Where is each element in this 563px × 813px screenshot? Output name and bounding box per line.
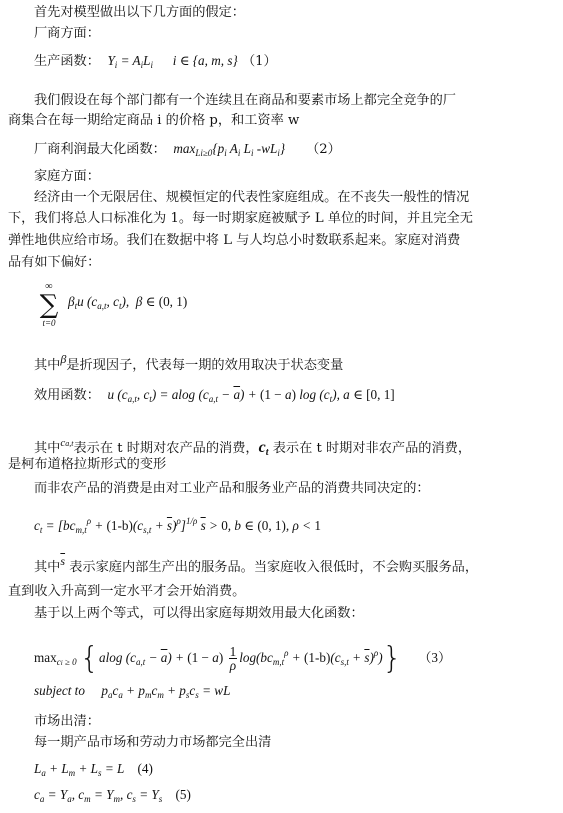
assumption-line-2: 商集合在每一期给定商品 i 的价格 p，和工资率 w bbox=[8, 113, 300, 128]
household-line-4: 品有如下偏好： bbox=[8, 255, 101, 270]
utility-function: 效用函数： u ($c_{a,t}$, $c_t) = alog$ $(c_{a,t} - \overline{a}) + (1 - a)$ $\log (c_t)$, a ∈ [0, 1] bbox=[34, 387, 395, 404]
consumption-description: 其中$^{ca,t}$表示在 t 时期对农产品的消费，$c_t$ 表示在 t 时期对非农产品的消费， bbox=[34, 437, 472, 458]
household-line-3: 弹性地供应给市场。我们在数据中将 L 与人均总小时数联系起来。家庭对消费 bbox=[8, 233, 461, 248]
sbar-description: 其中$\overline{s}$ 表示家庭内部生产出的服务品。当家庭收入很低时，不会购买服务品， bbox=[34, 554, 479, 575]
goods-market-equation: $c_a = Y_a$, $c_m = Y_m$, $c_s = Y_s$ (5) bbox=[34, 787, 191, 804]
preference-equation: $\beta_tu$ ($c_{a,t}$, $c_t$), β ∈ (0, 1) bbox=[68, 294, 188, 311]
household-line-2: 下，我们将总人口标准化为 1。每一时期家庭被赋予 L 单位的时间，并且完全无 bbox=[8, 211, 473, 226]
summation-symbol: ∞ ∑ t=0 bbox=[39, 281, 59, 328]
nonagri-consumption-text: 而非农产品的消费是由对工业产品和服务业产品的消费共同决定的： bbox=[34, 481, 430, 496]
profit-maximization: 厂商利润最大化函数： $\max_{Li\ge 0}\{p_i$ $A_i$ $L_i$ $-wL_i$} （2） bbox=[34, 141, 341, 158]
labor-market-equation: $L_a + L_m + L_s = L$ (4) bbox=[34, 761, 153, 778]
cobb-douglas-note: 是柯布道格拉斯形式的变形 bbox=[8, 457, 167, 472]
beta-description: 其中β是折现因子，代表每一期的效用取决于状态变量 bbox=[34, 352, 344, 373]
sbar-description-2: 直到收入升高到一定水平才会开始消费。 bbox=[8, 584, 246, 599]
household-max-equation: $\max_{ci \ge 0} \{alog$ $(c_{a,t} - \overline{a}) + (1 - a)$ $\frac{1}{\rho}$ $\log(bc_{m,t}^\rho + (1-b)(c_{s,t} + \overline{s})^\rho)$} （3） bbox=[34, 641, 452, 676]
assumption-line-1: 我们假设在每个部门都有一个连续且在商品和要素市场上都完全竞争的厂 bbox=[34, 93, 456, 108]
market-text: 每一期产品市场和劳动力市场都完全出清 bbox=[34, 735, 272, 750]
firm-heading: 厂商方面： bbox=[34, 26, 100, 41]
nonagri-consumption-equation: $c_t = [bc_{m,t}^\rho + (1-b)(c_{s,t} + \overline{s})^\rho]^{1/\rho}$ $\overline{s} > 0$, b ∈ (0, 1), ρ < 1 bbox=[34, 516, 321, 535]
budget-constraint: subject to $p_ac_a + p_mc_m + p_sc_s$ = wL bbox=[34, 683, 231, 700]
production-function: 生产函数： $Y_i = A_iL_i$ i ∈ {a, m, s} （1） bbox=[34, 53, 277, 70]
market-heading: 市场出清： bbox=[34, 714, 100, 729]
household-heading: 家庭方面： bbox=[34, 169, 100, 184]
intro-text: 首先对模型做出以下几方面的假定： bbox=[34, 5, 245, 20]
combine-text: 基于以上两个等式，可以得出家庭每期效用最大化函数： bbox=[34, 606, 364, 621]
household-line-1: 经济由一个无限居住、规模恒定的代表性家庭组成。在不丧失一般性的情况 bbox=[34, 190, 470, 205]
